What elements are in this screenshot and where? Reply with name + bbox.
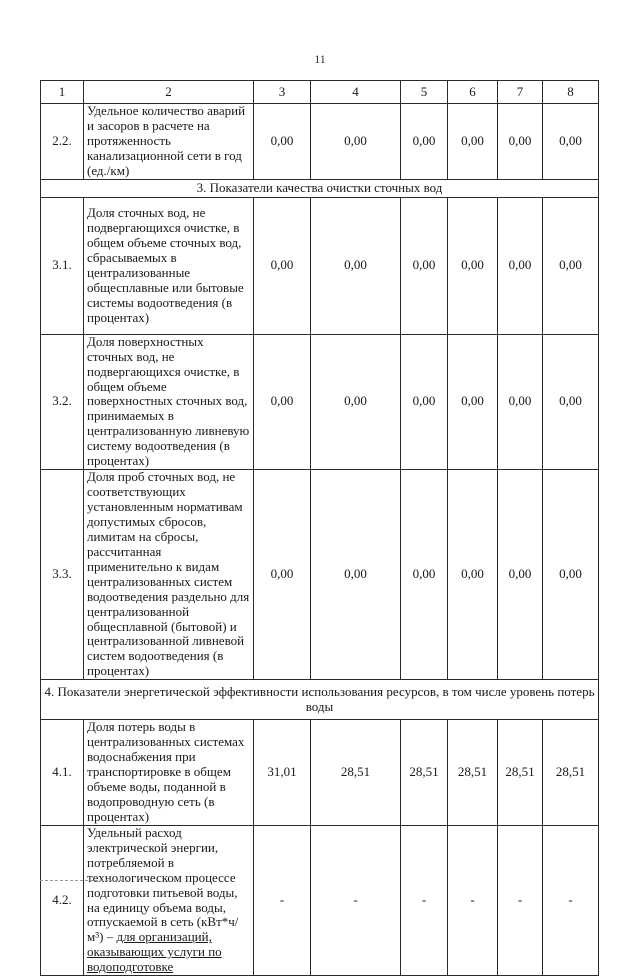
- indicator-row: [41, 825, 599, 975]
- header-cell: 3: [254, 81, 311, 104]
- indicator-value: 0,00: [311, 197, 401, 334]
- indicator-row: [41, 197, 599, 334]
- indicator-number: 4.1.: [41, 720, 84, 826]
- indicator-description-text: Удельное количество аварий и засоров в расчете на протяженность канализационной сети в год (ед./км): [87, 103, 246, 178]
- indicator-value: 28,51: [401, 720, 448, 826]
- indicator-value: 0,00: [448, 470, 498, 680]
- indicator-value: 28,51: [311, 720, 401, 826]
- header-cell: 7: [498, 81, 543, 104]
- section-title: 3. Показатели качества очистки сточных вод: [41, 179, 599, 197]
- indicator-value: 0,00: [401, 197, 448, 334]
- indicator-value: 0,00: [254, 197, 311, 334]
- indicator-number: 3.1.: [41, 197, 84, 334]
- footer-divider: [40, 880, 128, 881]
- indicator-description-note: для организаций, оказывающих услуги по водоподготовке: [87, 929, 222, 975]
- header-cell: 5: [401, 81, 448, 104]
- indicator-description: [84, 470, 254, 680]
- indicator-value: 0,00: [254, 104, 311, 180]
- section-header-row: [41, 179, 599, 197]
- indicator-value: 0,00: [448, 104, 498, 180]
- indicator-value: 28,51: [498, 720, 543, 826]
- indicator-value: 0,00: [543, 104, 599, 180]
- indicator-description: [84, 104, 254, 180]
- indicator-number: 3.3.: [41, 470, 84, 680]
- indicator-value: 0,00: [543, 197, 599, 334]
- header-cell: 1: [41, 81, 84, 104]
- indicator-number: 4.2.: [41, 825, 84, 975]
- indicator-description-text: Доля потерь воды в централизованных системах водоснабжения при транспортировке в общем объеме воды, поданной в водопроводную сеть (в процентах): [87, 719, 245, 824]
- indicator-value: 0,00: [498, 104, 543, 180]
- indicator-value: -: [448, 825, 498, 975]
- page-number: 11: [314, 52, 326, 66]
- indicator-value: 0,00: [401, 334, 448, 469]
- indicator-value: 0,00: [401, 104, 448, 180]
- indicator-number: 2.2.: [41, 104, 84, 180]
- indicator-description-text: Доля сточных вод, не подвергающихся очистке, в общем объеме сточных вод, сбрасываемых в централизованные общесплавные или бытовые системы водоотведения (в процентах): [87, 204, 244, 325]
- indicator-value: 31,01: [254, 720, 311, 826]
- indicator-value: -: [311, 825, 401, 975]
- indicator-description-text: Доля поверхностных сточных вод, не подвергающихся очистке, в общем объеме поверхностных сточных вод, принимаемых в централизованную ливневую систему водоотведения (в процентах): [87, 333, 250, 469]
- section-header-row: [41, 680, 599, 720]
- indicator-value: -: [543, 825, 599, 975]
- indicator-description-text: Удельный расход электрической энергии, потребляемой в технологическом процессе подготовки питьевой воды, на единицу объема воды, отпускаемой в сеть (кВт*ч/м³) –: [87, 824, 239, 945]
- indicator-value: 0,00: [254, 470, 311, 680]
- indicator-value: -: [254, 825, 311, 975]
- indicator-value: 0,00: [311, 470, 401, 680]
- indicator-value: 0,00: [311, 334, 401, 469]
- indicator-value: 0,00: [498, 334, 543, 469]
- indicator-number: 3.2.: [41, 334, 84, 469]
- indicator-value: 0,00: [498, 197, 543, 334]
- header-cell: 6: [448, 81, 498, 104]
- header-cell: 8: [543, 81, 599, 104]
- indicator-value: 0,00: [401, 470, 448, 680]
- indicator-value: 0,00: [254, 334, 311, 469]
- indicator-value: 0,00: [311, 104, 401, 180]
- indicator-value: 0,00: [543, 470, 599, 680]
- indicator-value: 28,51: [543, 720, 599, 826]
- indicator-description-text: Доля проб сточных вод, не соответствующих установленным нормативам допустимых сбросов, лимитам на сбросы, рассчитанная применительно к видам централизованных систем водоотведения раздельно для централизованной общесплавной (бытовой) и централизованной ливневой систем водоотведения (в процентах): [87, 469, 250, 679]
- indicator-row: [41, 104, 599, 180]
- indicator-row: [41, 720, 599, 826]
- indicator-value: 0,00: [448, 334, 498, 469]
- table-body: [41, 81, 599, 976]
- indicator-description: [84, 720, 254, 826]
- indicator-description: [84, 197, 254, 334]
- indicator-row: [41, 334, 599, 469]
- header-cell: 2: [84, 81, 254, 104]
- indicator-value: 0,00: [498, 470, 543, 680]
- indicator-description: [84, 334, 254, 469]
- indicator-value: 28,51: [448, 720, 498, 826]
- indicator-value: 0,00: [543, 334, 599, 469]
- indicator-description: [84, 825, 254, 975]
- header-cell: 4: [311, 81, 401, 104]
- indicators-table: [40, 80, 599, 976]
- table-header-row: [41, 81, 599, 104]
- section-title: 4. Показатели энергетической эффективности использования ресурсов, в том числе уровень потерь воды: [41, 680, 599, 720]
- indicator-value: 0,00: [448, 197, 498, 334]
- indicator-value: -: [401, 825, 448, 975]
- indicator-row: [41, 470, 599, 680]
- indicator-value: -: [498, 825, 543, 975]
